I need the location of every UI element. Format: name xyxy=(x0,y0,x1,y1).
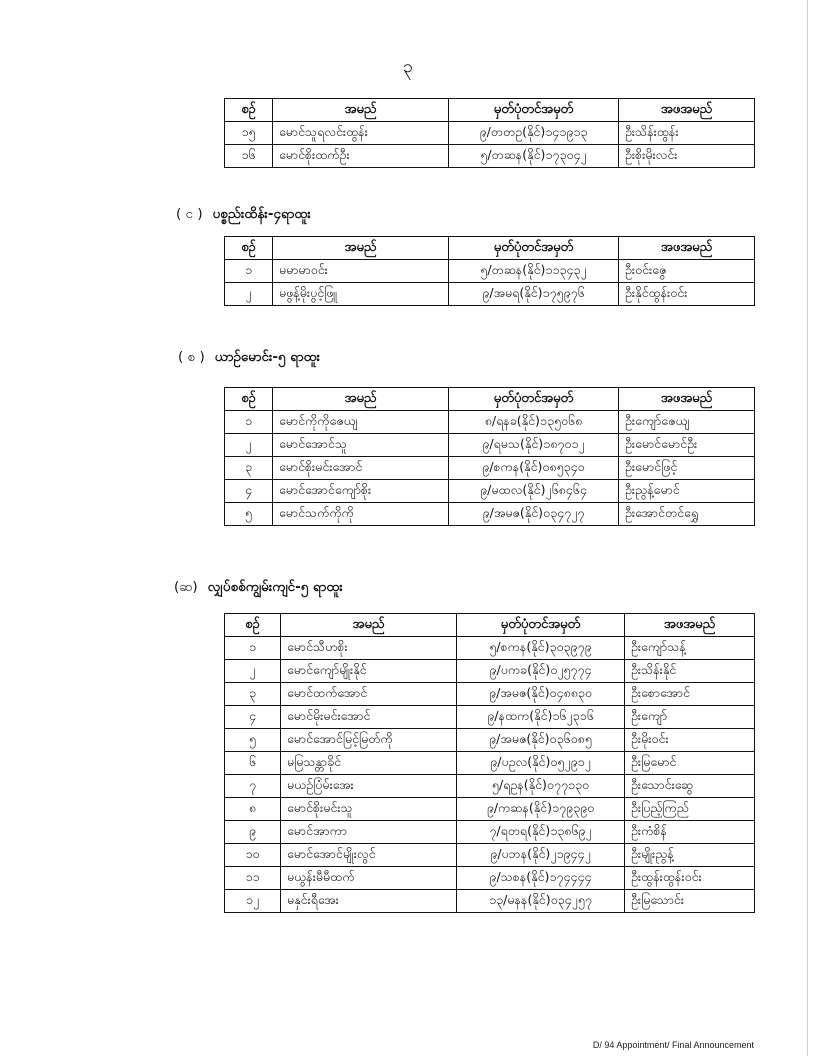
cell-father: ဦးကျော် xyxy=(625,706,755,729)
roster-table-continued xyxy=(224,98,755,168)
cell-reg: ၉/အမဇ(နိုင်)၀၄၈၈၃၀ xyxy=(457,683,625,706)
table-row xyxy=(225,798,755,821)
col-header-father: အဖအမည် xyxy=(625,614,755,637)
cell-name: မောင်အောင်သူ xyxy=(273,434,449,457)
table-row xyxy=(225,122,755,145)
table-row xyxy=(225,503,755,526)
table-row xyxy=(225,821,755,844)
cell-name: မယွန်းမီမီထက် xyxy=(281,867,457,890)
cell-father: ဦးမျိုးညွန့် xyxy=(625,844,755,867)
cell-father: ဦးမောင်မောင်ဦး xyxy=(619,434,755,457)
cell-father: ဦးသောင်းဆွေ xyxy=(625,775,755,798)
col-header-reg: မှတ်ပုံတင်အမှတ် xyxy=(449,237,619,260)
cell-no: ၆ xyxy=(225,752,281,775)
cell-name: မောင်သက်ကိုကို xyxy=(273,503,449,526)
cell-father: ဦးနိုင်ထွန်းဝင်း xyxy=(619,283,755,306)
section-marker: ( င ) xyxy=(176,206,203,222)
table-row xyxy=(225,683,755,706)
roster-table-inventory-clerk xyxy=(224,236,755,306)
cell-no: ၈ xyxy=(225,798,281,821)
cell-father: ဦးထွန်းထွန်းဝင်း xyxy=(625,867,755,890)
table-row xyxy=(225,260,755,283)
footer-reference: D/ 94 Appointment/ Final Announcement xyxy=(592,1040,754,1050)
table-row xyxy=(225,660,755,683)
section-heading-electrician xyxy=(174,578,343,598)
cell-name: မောင်အောင်မျိုးလွင် xyxy=(281,844,457,867)
section-title: ပစ္စည်းထိန်း-၄ရာထူး xyxy=(212,206,311,222)
col-header-no: စဉ် xyxy=(225,614,281,637)
cell-father: ဦးကံစိန် xyxy=(625,821,755,844)
page-number: ၃ xyxy=(402,56,414,77)
cell-name: မနှင်းရီအေး xyxy=(281,890,457,913)
section-title: လျှပ်စစ်ကျွမ်းကျင်-၅ ရာထူး xyxy=(207,579,343,595)
table-row xyxy=(225,867,755,890)
cell-no: ၅ xyxy=(225,729,281,752)
cell-name: မောင်စိုးမင်းသူ xyxy=(281,798,457,821)
table-row xyxy=(225,844,755,867)
cell-name: မဖွန့်မိုးပွင့်ဖြူ xyxy=(273,283,449,306)
roster-table-electrician xyxy=(224,613,755,913)
cell-reg: ၉/အမဇ(နိုင်)၀၃၄၇၂၇ xyxy=(449,503,619,526)
col-header-reg: မှတ်ပုံတင်အမှတ် xyxy=(449,99,619,122)
page-edge-line xyxy=(807,0,808,1056)
cell-reg: ၉/မထလ(နိုင်)၂၆၈၄၆၄ xyxy=(449,480,619,503)
cell-no: ၁ xyxy=(225,637,281,660)
cell-reg: ၈/ရနခ(နိုင်)၁၃၅၀၆၈ xyxy=(449,411,619,434)
cell-father: ဦးကျော်ဇေယျ xyxy=(619,411,755,434)
col-header-name: အမည် xyxy=(273,99,449,122)
cell-reg: ၉/အမဇ(နိုင်)၀၃၆၀၈၅ xyxy=(457,729,625,752)
section-marker: ( စ ) xyxy=(178,349,205,365)
cell-father: ဦးမြမောင် xyxy=(625,752,755,775)
cell-name: မောင်အောင်မြင့်မြတ်ကို xyxy=(281,729,457,752)
table-row xyxy=(225,637,755,660)
cell-father: ဦးမောင်ဖြင့် xyxy=(619,457,755,480)
cell-no: ၂ xyxy=(225,283,273,306)
cell-name: မောင်အောင်ကျော်စိုး xyxy=(273,480,449,503)
table-row xyxy=(225,729,755,752)
cell-reg: ၉/ရမသ(နိုင်)၁၈၇၀၁၂ xyxy=(449,434,619,457)
col-header-reg: မှတ်ပုံတင်အမှတ် xyxy=(457,614,625,637)
cell-name: မောင်ကိုကိုဇေယျ xyxy=(273,411,449,434)
cell-no: ၄ xyxy=(225,706,281,729)
cell-name: မမြသန္တာခိုင် xyxy=(281,752,457,775)
cell-name: မမာမာဝင်း xyxy=(273,260,449,283)
cell-reg: ၅/စကန(နိုင်)၃၀၃၉၇၉ xyxy=(457,637,625,660)
cell-reg: ၉/နထက(နိုင်)၁၆၂၃၁၆ xyxy=(457,706,625,729)
cell-name: မောင်ကျော်မျိုးနိုင် xyxy=(281,660,457,683)
cell-father: ဦးမြသောင်း xyxy=(625,890,755,913)
cell-reg: ၅/ရဥန(နိုင်)၀၇၇၁၃၀ xyxy=(457,775,625,798)
col-header-name: အမည် xyxy=(273,237,449,260)
cell-no: ၁ xyxy=(225,260,273,283)
cell-name: မယဉ်ပြံမ်းအေး xyxy=(281,775,457,798)
section-heading-driver xyxy=(178,348,320,368)
cell-reg: ၅/တဆန(နိုင်)၁၁၃၄၃၂ xyxy=(449,260,619,283)
cell-no: ၇ xyxy=(225,775,281,798)
cell-name: မောင်ထက်အောင် xyxy=(281,683,457,706)
cell-reg: ၉/စကန(နိုင်)၀၈၅၃၄၀ xyxy=(449,457,619,480)
cell-father: ဦးစောအောင် xyxy=(625,683,755,706)
cell-father: ဦးအောင်တင်ရွှေ xyxy=(619,503,755,526)
col-header-name: အမည် xyxy=(273,388,449,411)
cell-father: ဦးသိန်းထွန်း xyxy=(619,122,755,145)
table-row xyxy=(225,752,755,775)
col-header-no: စဉ် xyxy=(225,388,273,411)
col-header-father: အဖအမည် xyxy=(619,237,755,260)
cell-no: ၅ xyxy=(225,503,273,526)
col-header-name: အမည် xyxy=(281,614,457,637)
cell-father: ဦးဝင်းဇွေ xyxy=(619,260,755,283)
cell-no: ၁၁ xyxy=(225,867,281,890)
cell-no: ၂ xyxy=(225,660,281,683)
table-row xyxy=(225,457,755,480)
cell-no: ၁ xyxy=(225,411,273,434)
cell-father: ဦးကျော်သန့် xyxy=(625,637,755,660)
cell-name: မောင်သီဟစိုး xyxy=(281,637,457,660)
cell-father: ဦးမိုးဝင်း xyxy=(625,729,755,752)
cell-father: ဦးညွန့်မောင် xyxy=(619,480,755,503)
cell-no: ၁၂ xyxy=(225,890,281,913)
cell-reg: ၉/ပဘန(နိုင်)၂၁၉၄၄၂ xyxy=(457,844,625,867)
table-row xyxy=(225,411,755,434)
col-header-no: စဉ် xyxy=(225,99,273,122)
roster-table-driver xyxy=(224,387,755,526)
cell-name: မောင်စိုးထက်ဦး xyxy=(273,145,449,168)
cell-name: မောင်အာကာ xyxy=(281,821,457,844)
table-row xyxy=(225,480,755,503)
cell-no: ၄ xyxy=(225,480,273,503)
table-row xyxy=(225,775,755,798)
table-row xyxy=(225,706,755,729)
col-header-no: စဉ် xyxy=(225,237,273,260)
cell-reg: ၇/ရတရ(နိုင်)၁၃၈၆၉၂ xyxy=(457,821,625,844)
cell-no: ၁၆ xyxy=(225,145,273,168)
cell-father: ဦးစိုးမိုးလင်း xyxy=(619,145,755,168)
table-row xyxy=(225,283,755,306)
section-title: ယာဉ်မောင်း-၅ ရာထူး xyxy=(214,349,321,365)
cell-name: မောင်စိုးမင်းအောင် xyxy=(273,457,449,480)
cell-father: ဦးပြည့်ကြည် xyxy=(625,798,755,821)
col-header-father: အဖအမည် xyxy=(619,99,755,122)
cell-reg: ၅/တဆန(နိုင်)၁၇၃၀၄၂ xyxy=(449,145,619,168)
cell-reg: ၉/ပဥလ(နိုင်)၀၅၂၉၁၂ xyxy=(457,752,625,775)
cell-name: မောင်မိုးမင်းအောင် xyxy=(281,706,457,729)
table-row xyxy=(225,890,755,913)
cell-no: ၉ xyxy=(225,821,281,844)
cell-father: ဦးသိန်းနိုင် xyxy=(625,660,755,683)
cell-no: ၃ xyxy=(225,457,273,480)
cell-no: ၃ xyxy=(225,683,281,706)
cell-reg: ၉/သစန(နိုင်)၁၇၄၄၄၄ xyxy=(457,867,625,890)
table-row xyxy=(225,434,755,457)
section-marker: (ဆ) xyxy=(174,579,198,595)
table-row xyxy=(225,145,755,168)
cell-reg: ၉/ကဆန(နိုင်)၁၇၉၃၉၀ xyxy=(457,798,625,821)
cell-no: ၂ xyxy=(225,434,273,457)
col-header-reg: မှတ်ပုံတင်အမှတ် xyxy=(449,388,619,411)
cell-name: မောင်သူရလင်းထွန်း xyxy=(273,122,449,145)
cell-no: ၁၀ xyxy=(225,844,281,867)
cell-reg: ၁၃/မနန(နိုင်)၀၃၄၂၅၇ xyxy=(457,890,625,913)
cell-reg: ၉/အမရ(နိုင်)၁၇၅၉၇၆ xyxy=(449,283,619,306)
section-heading-inventory-clerk xyxy=(176,205,311,225)
cell-reg: ၉/တတဥ(နိုင်)၁၄၁၉၁၃ xyxy=(449,122,619,145)
cell-reg: ၉/ပကခ(နိုင်)၀၂၅၇၇၄ xyxy=(457,660,625,683)
col-header-father: အဖအမည် xyxy=(619,388,755,411)
cell-no: ၁၅ xyxy=(225,122,273,145)
